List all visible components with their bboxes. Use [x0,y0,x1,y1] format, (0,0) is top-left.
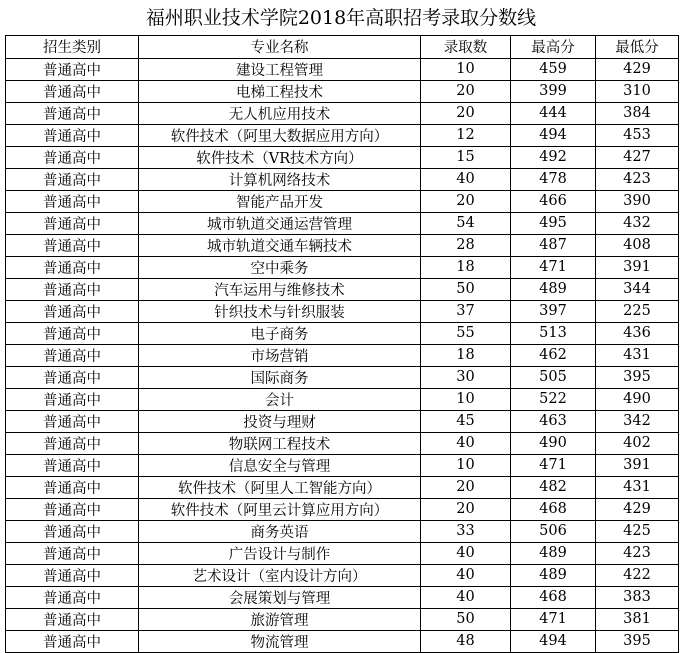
highest-score-cell: 489 [511,564,596,586]
major-cell: 市场营销 [139,344,421,366]
admitted-count-cell: 20 [421,476,511,498]
lowest-score-cell: 395 [596,630,679,652]
table-row [6,410,679,432]
lowest-score-cell: 425 [596,520,679,542]
major-cell: 软件技术（阿里人工智能方向） [139,476,421,498]
admitted-count-cell: 40 [421,542,511,564]
lowest-score-cell: 423 [596,542,679,564]
highest-score-cell: 471 [511,454,596,476]
highest-score-cell: 466 [511,190,596,212]
table-row [6,300,679,322]
table-row [6,564,679,586]
major-cell: 会计 [139,388,421,410]
lowest-score-cell: 423 [596,168,679,190]
major-cell: 计算机网络技术 [139,168,421,190]
lowest-score-cell: 429 [596,58,679,80]
table-row [6,58,679,80]
admission-score-table [5,35,679,653]
highest-score-cell: 399 [511,80,596,102]
lowest-score-cell: 344 [596,278,679,300]
table-row [6,124,679,146]
table-row [6,608,679,630]
major-cell: 软件技术（VR技术方向） [139,146,421,168]
major-cell: 汽车运用与维修技术 [139,278,421,300]
admitted-count-cell: 45 [421,410,511,432]
major-cell: 城市轨道交通运营管理 [139,212,421,234]
lowest-score-cell: 383 [596,586,679,608]
category-cell: 普通高中 [6,102,139,124]
header-major: 专业名称 [139,36,421,59]
category-cell: 普通高中 [6,58,139,80]
category-cell: 普通高中 [6,520,139,542]
table-header-row [6,36,679,59]
category-cell: 普通高中 [6,586,139,608]
admitted-count-cell: 37 [421,300,511,322]
highest-score-cell: 478 [511,168,596,190]
admitted-count-cell: 40 [421,432,511,454]
category-cell: 普通高中 [6,454,139,476]
major-cell: 物流管理 [139,630,421,652]
table-row [6,146,679,168]
highest-score-cell: 494 [511,124,596,146]
admitted-count-cell: 54 [421,212,511,234]
lowest-score-cell: 453 [596,124,679,146]
admitted-count-cell: 20 [421,80,511,102]
admitted-count-cell: 48 [421,630,511,652]
header-highest-score: 最高分 [511,36,596,59]
table-row [6,432,679,454]
major-cell: 电梯工程技术 [139,80,421,102]
category-cell: 普通高中 [6,278,139,300]
major-cell: 商务英语 [139,520,421,542]
table-row [6,344,679,366]
category-cell: 普通高中 [6,366,139,388]
lowest-score-cell: 342 [596,410,679,432]
major-cell: 智能产品开发 [139,190,421,212]
major-cell: 电子商务 [139,322,421,344]
lowest-score-cell: 432 [596,212,679,234]
category-cell: 普通高中 [6,630,139,652]
major-cell: 国际商务 [139,366,421,388]
highest-score-cell: 492 [511,146,596,168]
highest-score-cell: 471 [511,608,596,630]
category-cell: 普通高中 [6,80,139,102]
lowest-score-cell: 431 [596,476,679,498]
highest-score-cell: 505 [511,366,596,388]
category-cell: 普通高中 [6,256,139,278]
category-cell: 普通高中 [6,124,139,146]
admitted-count-cell: 20 [421,102,511,124]
admitted-count-cell: 10 [421,454,511,476]
category-cell: 普通高中 [6,212,139,234]
admitted-count-cell: 40 [421,586,511,608]
table-row [6,542,679,564]
lowest-score-cell: 436 [596,322,679,344]
table-row [6,476,679,498]
lowest-score-cell: 408 [596,234,679,256]
lowest-score-cell: 310 [596,80,679,102]
category-cell: 普通高中 [6,322,139,344]
category-cell: 普通高中 [6,234,139,256]
table-row [6,454,679,476]
major-cell: 空中乘务 [139,256,421,278]
lowest-score-cell: 381 [596,608,679,630]
category-cell: 普通高中 [6,542,139,564]
highest-score-cell: 494 [511,630,596,652]
admitted-count-cell: 10 [421,58,511,80]
admitted-count-cell: 18 [421,256,511,278]
admitted-count-cell: 28 [421,234,511,256]
admitted-count-cell: 55 [421,322,511,344]
highest-score-cell: 468 [511,586,596,608]
major-cell: 软件技术（阿里云计算应用方向） [139,498,421,520]
category-cell: 普通高中 [6,432,139,454]
table-row [6,520,679,542]
category-cell: 普通高中 [6,476,139,498]
admitted-count-cell: 18 [421,344,511,366]
lowest-score-cell: 402 [596,432,679,454]
category-cell: 普通高中 [6,564,139,586]
major-cell: 信息安全与管理 [139,454,421,476]
lowest-score-cell: 427 [596,146,679,168]
highest-score-cell: 463 [511,410,596,432]
category-cell: 普通高中 [6,146,139,168]
admitted-count-cell: 40 [421,168,511,190]
lowest-score-cell: 390 [596,190,679,212]
table-row [6,212,679,234]
highest-score-cell: 482 [511,476,596,498]
admitted-count-cell: 30 [421,366,511,388]
major-cell: 无人机应用技术 [139,102,421,124]
highest-score-cell: 444 [511,102,596,124]
major-cell: 会展策划与管理 [139,586,421,608]
table-row [6,366,679,388]
highest-score-cell: 462 [511,344,596,366]
major-cell: 广告设计与制作 [139,542,421,564]
major-cell: 针织技术与针织服装 [139,300,421,322]
highest-score-cell: 468 [511,498,596,520]
highest-score-cell: 397 [511,300,596,322]
category-cell: 普通高中 [6,498,139,520]
major-cell: 建设工程管理 [139,58,421,80]
admitted-count-cell: 40 [421,564,511,586]
header-lowest-score: 最低分 [596,36,679,59]
table-row [6,630,679,652]
admitted-count-cell: 50 [421,608,511,630]
admitted-count-cell: 33 [421,520,511,542]
highest-score-cell: 490 [511,432,596,454]
lowest-score-cell: 395 [596,366,679,388]
table-row [6,102,679,124]
table-row [6,388,679,410]
table-body [6,58,679,652]
table-row [6,234,679,256]
lowest-score-cell: 490 [596,388,679,410]
category-cell: 普通高中 [6,344,139,366]
table-row [6,586,679,608]
highest-score-cell: 506 [511,520,596,542]
category-cell: 普通高中 [6,190,139,212]
lowest-score-cell: 391 [596,454,679,476]
lowest-score-cell: 431 [596,344,679,366]
admitted-count-cell: 50 [421,278,511,300]
admitted-count-cell: 10 [421,388,511,410]
header-category: 招生类别 [6,36,139,59]
category-cell: 普通高中 [6,168,139,190]
highest-score-cell: 513 [511,322,596,344]
highest-score-cell: 522 [511,388,596,410]
highest-score-cell: 489 [511,278,596,300]
major-cell: 物联网工程技术 [139,432,421,454]
header-admitted-count: 录取数 [421,36,511,59]
major-cell: 软件技术（阿里大数据应用方向） [139,124,421,146]
table-row [6,498,679,520]
highest-score-cell: 489 [511,542,596,564]
table-row [6,256,679,278]
page-title: 福州职业技术学院2018年高职招考录取分数线 [145,7,537,29]
table-row [6,278,679,300]
category-cell: 普通高中 [6,410,139,432]
major-cell: 城市轨道交通车辆技术 [139,234,421,256]
category-cell: 普通高中 [6,388,139,410]
highest-score-cell: 459 [511,58,596,80]
category-cell: 普通高中 [6,300,139,322]
table-row [6,80,679,102]
admitted-count-cell: 20 [421,190,511,212]
category-cell: 普通高中 [6,608,139,630]
lowest-score-cell: 391 [596,256,679,278]
admitted-count-cell: 12 [421,124,511,146]
table-row [6,190,679,212]
table-row [6,322,679,344]
lowest-score-cell: 422 [596,564,679,586]
major-cell: 旅游管理 [139,608,421,630]
highest-score-cell: 487 [511,234,596,256]
admitted-count-cell: 20 [421,498,511,520]
lowest-score-cell: 429 [596,498,679,520]
lowest-score-cell: 384 [596,102,679,124]
lowest-score-cell: 225 [596,300,679,322]
major-cell: 投资与理财 [139,410,421,432]
table-row [6,168,679,190]
admitted-count-cell: 15 [421,146,511,168]
major-cell: 艺术设计（室内设计方向） [139,564,421,586]
highest-score-cell: 495 [511,212,596,234]
highest-score-cell: 471 [511,256,596,278]
